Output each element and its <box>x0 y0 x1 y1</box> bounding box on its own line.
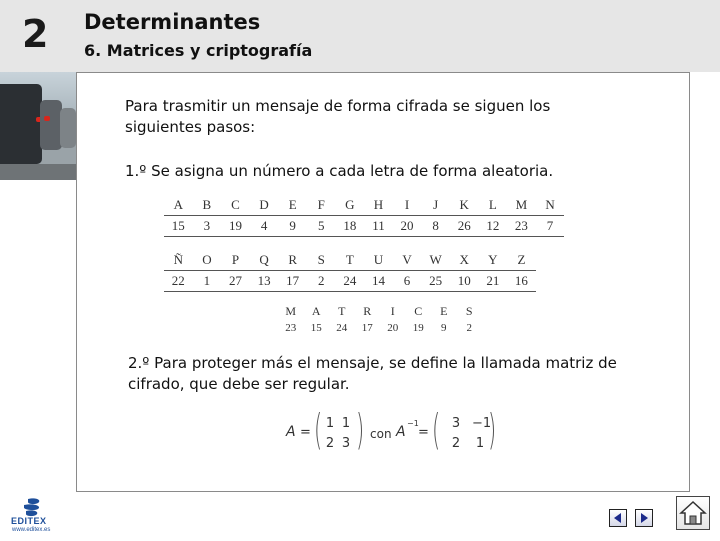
matrix-formula <box>286 405 497 456</box>
right-paren: ) <box>356 405 365 454</box>
inverse-cell: −1 <box>472 416 492 431</box>
equals-sign-2: = <box>418 425 429 440</box>
message-number-cell: 20 <box>387 322 399 334</box>
message-letter-cell: T <box>338 303 346 318</box>
cipher-letters-row <box>164 195 564 216</box>
message-number-cell: 19 <box>412 322 424 334</box>
letter-cell: W <box>421 250 450 271</box>
message-letter-cell: A <box>311 303 321 318</box>
number-cell: 26 <box>450 216 479 237</box>
previous-button[interactable] <box>609 509 627 527</box>
left-paren: ( <box>314 405 323 454</box>
cipher-table-1 <box>164 195 564 237</box>
step-1-text: 1.º Se asigna un número a cada letra de forma aleatoria. <box>125 162 554 180</box>
letter-cell: N <box>536 195 565 216</box>
number-cell: 22 <box>164 271 193 292</box>
number-cell: 11 <box>364 216 393 237</box>
number-cell: 23 <box>507 216 536 237</box>
step-2-line-1: 2.º Para proteger más el mensaje, se define la llamada matriz de <box>128 354 617 372</box>
left-paren: ( <box>432 405 441 454</box>
message-letter-cell: R <box>363 303 372 318</box>
letter-cell: V <box>393 250 422 271</box>
letter-cell: P <box>221 250 250 271</box>
home-button[interactable] <box>676 496 710 530</box>
number-cell: 1 <box>193 271 222 292</box>
number-cell: 8 <box>421 216 450 237</box>
number-cell: 4 <box>250 216 279 237</box>
message-letters-row <box>278 302 482 320</box>
letter-cell: C <box>221 195 250 216</box>
number-cell: 13 <box>250 271 279 292</box>
number-cell: 27 <box>221 271 250 292</box>
letter-cell: G <box>336 195 365 216</box>
photo-car <box>0 84 42 164</box>
matrix-a-cell: 1 <box>341 416 351 431</box>
inverse-cell: 3 <box>451 416 461 431</box>
letter-cell: A <box>164 195 193 216</box>
message-table <box>278 302 482 336</box>
letter-cell: K <box>450 195 479 216</box>
letter-cell: Q <box>250 250 279 271</box>
letter-cell: O <box>193 250 222 271</box>
letter-cell: D <box>250 195 279 216</box>
matrix-a-symbol: A <box>286 424 296 440</box>
message-number-cell: 15 <box>310 322 322 334</box>
number-cell: 5 <box>307 216 336 237</box>
letter-cell: T <box>336 250 365 271</box>
number-cell: 17 <box>278 271 307 292</box>
number-cell: 19 <box>221 216 250 237</box>
photo-taillight <box>44 116 50 121</box>
message-letter-cell: E <box>440 303 448 318</box>
number-cell: 14 <box>364 271 393 292</box>
number-cell: 24 <box>336 271 365 292</box>
intro-line-1: Para trasmitir un mensaje de forma cifrada se siguen los <box>125 97 551 115</box>
matrix-a-cell: 1 <box>325 416 335 431</box>
triangle-left-icon <box>610 510 626 526</box>
logo-text: EDITEX <box>11 516 47 526</box>
letter-cell: J <box>421 195 450 216</box>
logo-url: www.editex.es <box>12 527 51 533</box>
number-cell: 12 <box>479 216 508 237</box>
number-cell: 16 <box>507 271 536 292</box>
inverse-exponent: −1 <box>407 419 419 428</box>
letter-cell: Ñ <box>164 250 193 271</box>
message-letter-cell: S <box>465 303 473 318</box>
number-cell: 10 <box>450 271 479 292</box>
number-cell: 7 <box>536 216 565 237</box>
letter-cell: Y <box>479 250 508 271</box>
page-title: Determinantes <box>84 10 261 34</box>
letter-cell: E <box>278 195 307 216</box>
step-2-line-2: cifrado, que debe ser regular. <box>128 375 350 393</box>
inverse-symbol: A <box>396 424 406 440</box>
number-cell: 20 <box>393 216 422 237</box>
number-cell: 15 <box>164 216 193 237</box>
number-cell: 6 <box>393 271 422 292</box>
connector-text: con <box>370 427 392 441</box>
triangle-right-icon <box>636 510 652 526</box>
right-paren: ) <box>488 405 497 454</box>
cipher-table-2 <box>164 250 536 292</box>
letter-cell: H <box>364 195 393 216</box>
message-number-cell: 2 <box>466 322 472 334</box>
letter-cell: L <box>479 195 508 216</box>
message-number-cell: 17 <box>361 322 373 334</box>
chapter-number: 2 <box>22 12 49 56</box>
house-icon <box>677 497 709 529</box>
number-cell: 3 <box>193 216 222 237</box>
intro-line-2: siguientes pasos: <box>125 118 256 136</box>
cipher-letters-row <box>164 250 536 271</box>
inverse-cell: 1 <box>475 436 485 451</box>
traffic-photo <box>0 72 76 180</box>
number-cell: 2 <box>307 271 336 292</box>
photo-car <box>60 108 76 148</box>
matrix-a-cell: 3 <box>341 436 351 451</box>
matrix-a-cell: 2 <box>325 436 335 451</box>
letter-cell: X <box>450 250 479 271</box>
message-number-cell: 24 <box>336 322 348 334</box>
editex-logo <box>8 496 58 536</box>
letter-cell: R <box>278 250 307 271</box>
message-letter-cell: M <box>285 303 297 318</box>
letter-cell: U <box>364 250 393 271</box>
photo-road <box>0 164 76 180</box>
cipher-numbers-row <box>164 216 564 237</box>
inverse-cell: 2 <box>451 436 461 451</box>
message-letter-cell: C <box>414 303 423 318</box>
cipher-numbers-row <box>164 271 536 292</box>
letter-cell: F <box>307 195 336 216</box>
photo-car <box>40 100 62 150</box>
letter-cell: M <box>507 195 536 216</box>
letter-cell: I <box>393 195 422 216</box>
next-button[interactable] <box>635 509 653 527</box>
message-numbers-row <box>278 320 482 336</box>
letter-cell: B <box>193 195 222 216</box>
number-cell: 18 <box>336 216 365 237</box>
message-letter-cell: I <box>390 303 395 318</box>
message-number-cell: 23 <box>285 322 297 334</box>
equals-sign: = <box>300 425 311 440</box>
number-cell: 25 <box>421 271 450 292</box>
letter-cell: S <box>307 250 336 271</box>
page-subtitle: 6. Matrices y criptografía <box>84 41 313 60</box>
letter-cell: Z <box>507 250 536 271</box>
message-number-cell: 9 <box>441 322 447 334</box>
number-cell: 21 <box>479 271 508 292</box>
number-cell: 9 <box>278 216 307 237</box>
